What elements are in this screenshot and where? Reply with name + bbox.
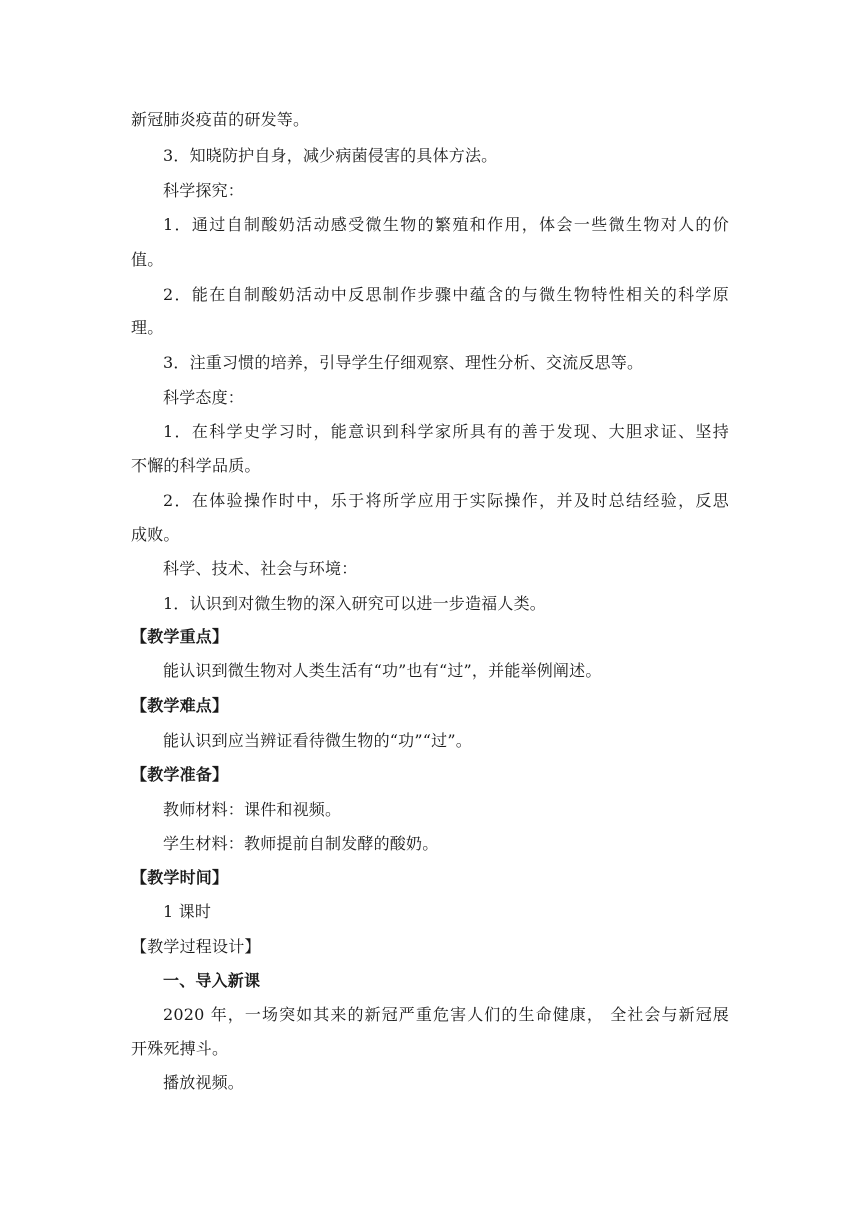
text-line: 1．认识到对微生物的深入研究可以进一步造福人类。 bbox=[163, 594, 546, 613]
text-line: 成败。 bbox=[131, 525, 180, 544]
text-line: 3．注重习惯的培养，引导学生仔细观察、理性分析、交流反思等。 bbox=[163, 353, 644, 372]
text-line: 值。 bbox=[131, 250, 164, 269]
text-line: 2．在体验操作时中，乐于将所学应用于实际操作，并及时总结经验，反思 bbox=[163, 491, 729, 510]
text-line: 教师材料：课件和视频。 bbox=[163, 800, 342, 819]
text-line: 新冠肺炎疫苗的研发等。 bbox=[131, 110, 310, 129]
heading-teaching-time: 【教学时间】 bbox=[131, 868, 229, 887]
text-line: 不懈的科学品质。 bbox=[131, 456, 261, 475]
subheading-intro: 一、导入新课 bbox=[163, 971, 261, 990]
section-label: 科学态度： bbox=[163, 388, 245, 407]
text-line: 理。 bbox=[131, 318, 164, 337]
text-line: 2020 年，一场突如其来的新冠严重危害人们的生命健康， 全社会与新冠展 bbox=[163, 1005, 729, 1024]
heading-teaching-difficulty: 【教学难点】 bbox=[131, 696, 229, 715]
text-line: 2．能在自制酸奶活动中反思制作步骤中蕴含的与微生物特性相关的科学原 bbox=[163, 285, 729, 304]
section-label: 科学、技术、社会与环境： bbox=[163, 559, 358, 578]
text-line: 1 课时 bbox=[163, 902, 212, 921]
text-line: 1．在科学史学习时，能意识到科学家所具有的善于发现、大胆求证、坚持 bbox=[163, 422, 729, 441]
section-label: 科学探究： bbox=[163, 181, 245, 200]
text-line: 1．通过自制酸奶活动感受微生物的繁殖和作用，体会一些微生物对人的价 bbox=[163, 215, 729, 234]
text-line: 3．知晓防护自身，减少病菌侵害的具体方法。 bbox=[163, 146, 498, 165]
heading-teaching-process: 【教学过程设计】 bbox=[131, 937, 261, 956]
text-line: 学生材料：教师提前自制发酵的酸奶。 bbox=[163, 834, 439, 853]
text-line: 播放视频。 bbox=[163, 1073, 245, 1092]
text-line: 开殊死搏斗。 bbox=[131, 1039, 229, 1058]
heading-teaching-preparation: 【教学准备】 bbox=[131, 765, 229, 784]
heading-teaching-focus: 【教学重点】 bbox=[131, 627, 229, 646]
text-line: 能认识到微生物对人类生活有“功”也有“过”，并能举例阐述。 bbox=[163, 661, 602, 680]
text-line: 能认识到应当辨证看待微生物的“功”“过”。 bbox=[163, 731, 472, 750]
